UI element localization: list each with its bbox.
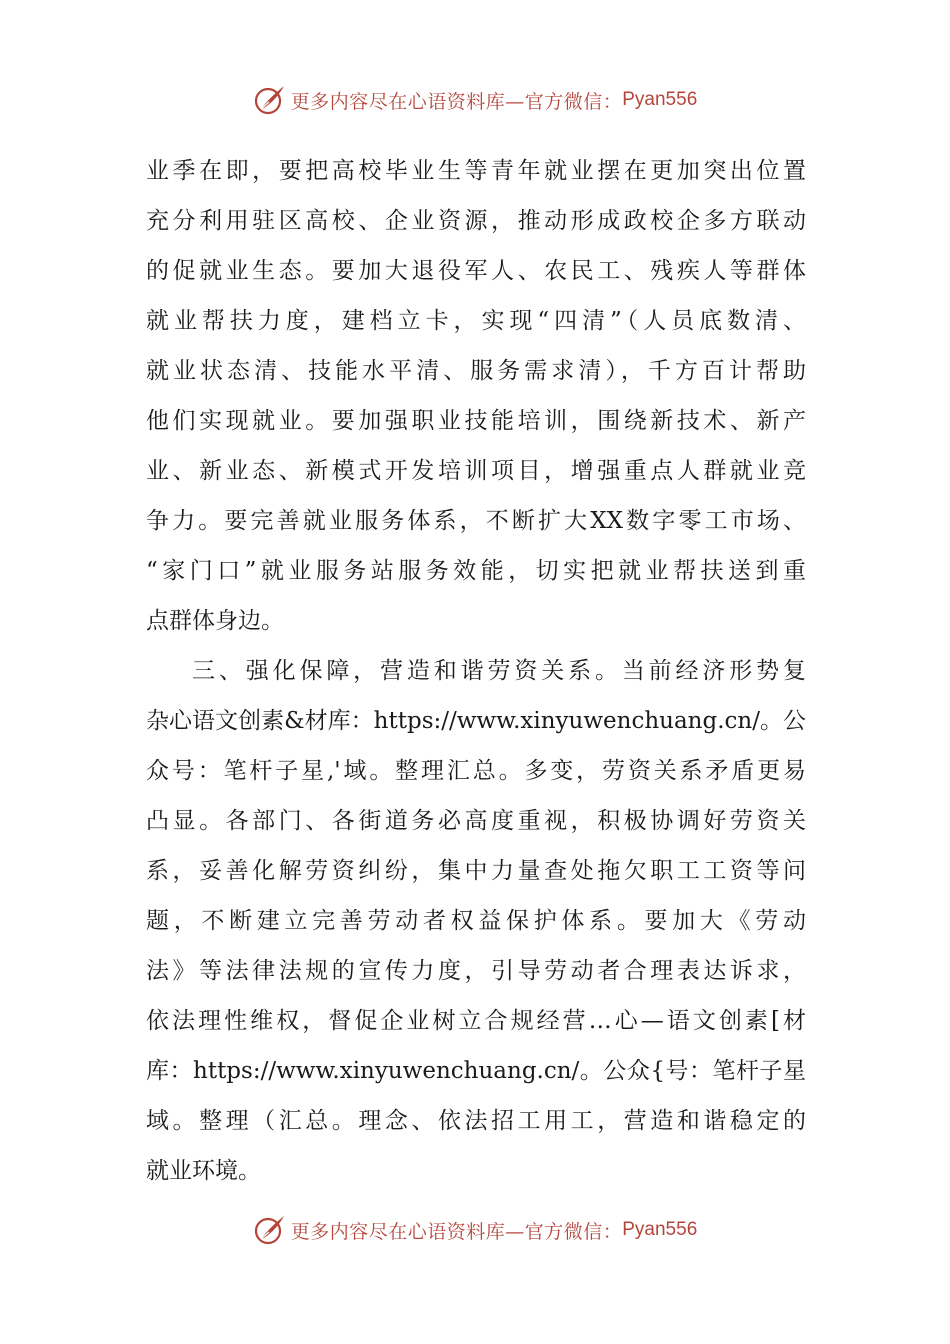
document-body (146, 146, 806, 1196)
body-line: 系，妥善化解劳资纠纷，集中力量查处拖欠职工工资等问 (146, 858, 806, 884)
body-line: 业季在即，要把高校毕业生等青年就业摆在更加突出位置 (146, 158, 806, 184)
body-line: 充分利用驻区高校、企业资源，推动形成政校企多方联动 (146, 208, 806, 234)
body-line: 众号：笔杆子星,'域。整理汇总。多变，劳资关系矛盾更易 (146, 758, 806, 784)
body-line: 争力。要完善就业服务体系，不断扩大XX数字零工市场、 (146, 508, 806, 534)
body-line: 点群体身边。 (146, 608, 284, 634)
body-line: 域。整理（汇总。理念、依法招工用工，营造和谐稳定的 (146, 1108, 806, 1134)
body-line: “家门口”就业服务站服务效能，切实把就业帮扶送到重 (146, 558, 806, 584)
body-line: 库：https://www.xinyuwenchuang.cn/。公众{号：笔杆子星 (146, 1058, 806, 1084)
quill-pen-circle-icon (253, 83, 287, 117)
body-line: 的促就业生态。要加大退役军人、农民工、残疾人等群体 (146, 258, 806, 284)
body-line: 就业环境。 (146, 1158, 261, 1184)
section-heading-line: 三、强化保障，营造和谐劳资关系。当前经济形势复 (192, 658, 806, 684)
body-line: 他们实现就业。要加强职业技能培训，围绕新技术、新产 (146, 408, 806, 434)
body-line: 杂心语文创素&材库：https://www.xinyuwenchuang.cn/。公 (146, 708, 806, 734)
body-line: 就业帮扶力度，建档立卡，实现“四清”（人员底数清、 (146, 308, 806, 334)
body-line: 业、新业态、新模式开发培训项目，增强重点人群就业竞 (146, 458, 806, 484)
footer-banner (0, 1210, 950, 1250)
body-line: 法》等法律法规的宣传力度，引导劳动者合理表达诉求， (146, 958, 806, 984)
banner-text: 更多内容尽在心语资料库—官方微信： (290, 1220, 623, 1243)
body-line: 依法理性维权，督促企业树立合规经营…心—语文创素[材 (146, 1008, 806, 1034)
quill-pen-circle-icon (253, 1213, 287, 1247)
banner-handle: Pyan556 (622, 89, 698, 110)
body-line: 题，不断建立完善劳动者权益保护体系。要加大《劳动 (146, 908, 806, 934)
header-banner (0, 80, 950, 120)
banner-text: 更多内容尽在心语资料库—官方微信： (290, 90, 623, 113)
banner-handle: Pyan556 (622, 1219, 698, 1240)
body-line: 凸显。各部门、各街道务必高度重视，积极协调好劳资关 (146, 808, 806, 834)
body-line: 就业状态清、技能水平清、服务需求清），千方百计帮助 (146, 358, 806, 384)
